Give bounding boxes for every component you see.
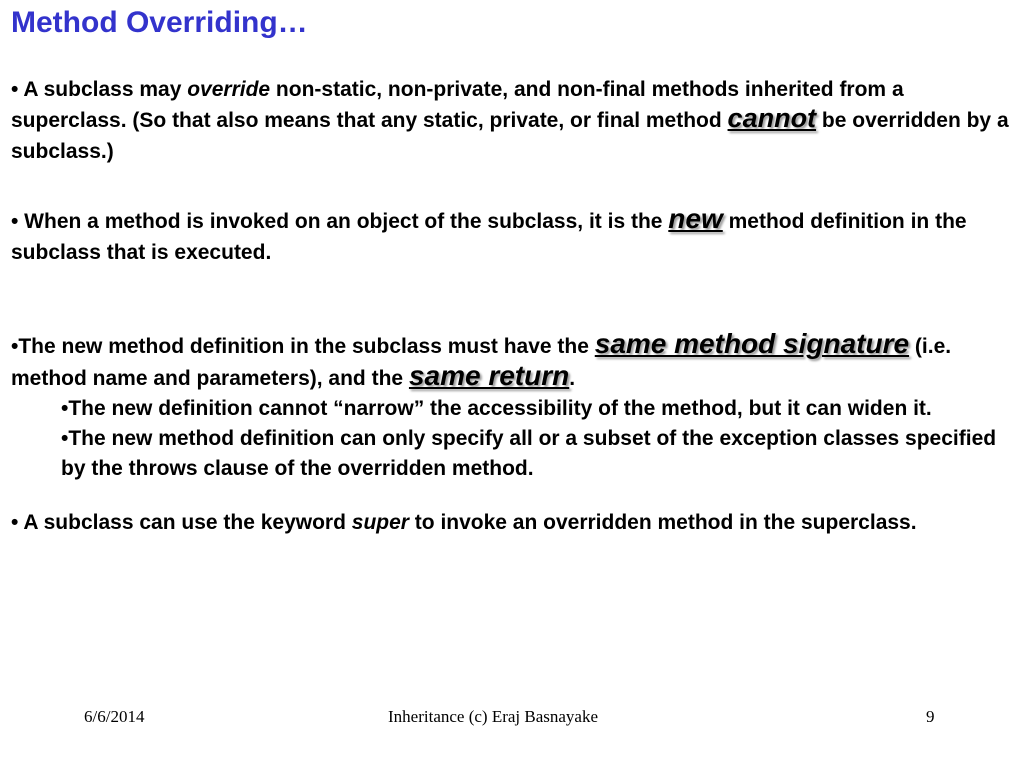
spacer — [11, 484, 1019, 507]
sub-bullet-exceptions: •The new method definition can only specify all or a subset of the exception classes specified by the throws clause of the overridden method. — [61, 427, 997, 480]
bullet-text: • A subclass can use the keyword — [11, 511, 352, 534]
bullet-super — [11, 507, 1019, 538]
footer-date: 6/6/2014 — [84, 707, 145, 726]
slide-body — [11, 74, 1019, 538]
emphasis-cannot: cannot — [727, 103, 817, 133]
footer-title: Inheritance (c) Eraj Basnayake — [388, 707, 599, 726]
emphasis-override: override — [187, 78, 271, 101]
bullet-text: • A subclass may — [11, 78, 188, 101]
emphasis-new: new — [668, 203, 723, 234]
bullet-text: method definition in the subclass that is executed. — [11, 210, 967, 264]
bullet-text: be overridden by a subclass.) — [11, 109, 1009, 163]
emphasis-same-method-signature: same method signature — [594, 328, 910, 359]
bullet-override-rules — [11, 74, 1019, 167]
bullet-text: • When a method is invoked on an object of the subclass, it is the — [11, 210, 669, 233]
spacer — [11, 268, 1019, 330]
bullet-text: (i.e. method name and parameters), and the — [11, 335, 952, 390]
sub-bullet-accessibility: •The new definition cannot “narrow” the accessibility of the method, but it can widen it. — [61, 397, 932, 420]
emphasis-super: super — [351, 511, 409, 534]
bullet-text: non-static, non-private, and non-final methods inherited from a superclass. (So that also means that any static, private, or final method — [11, 78, 904, 132]
bullet-signature — [11, 330, 1019, 394]
bullet-text: . — [569, 367, 576, 390]
footer-page-number: 9 — [926, 707, 935, 726]
bullet-new-method — [11, 205, 1019, 268]
spacer — [11, 167, 1019, 205]
slide-title: Method Overriding… — [11, 6, 308, 39]
bullet-text: •The new method definition in the subclass must have the — [11, 335, 595, 358]
bullet-text: to invoke an overridden method in the superclass. — [408, 511, 917, 534]
emphasis-same-return: same return — [408, 360, 570, 391]
